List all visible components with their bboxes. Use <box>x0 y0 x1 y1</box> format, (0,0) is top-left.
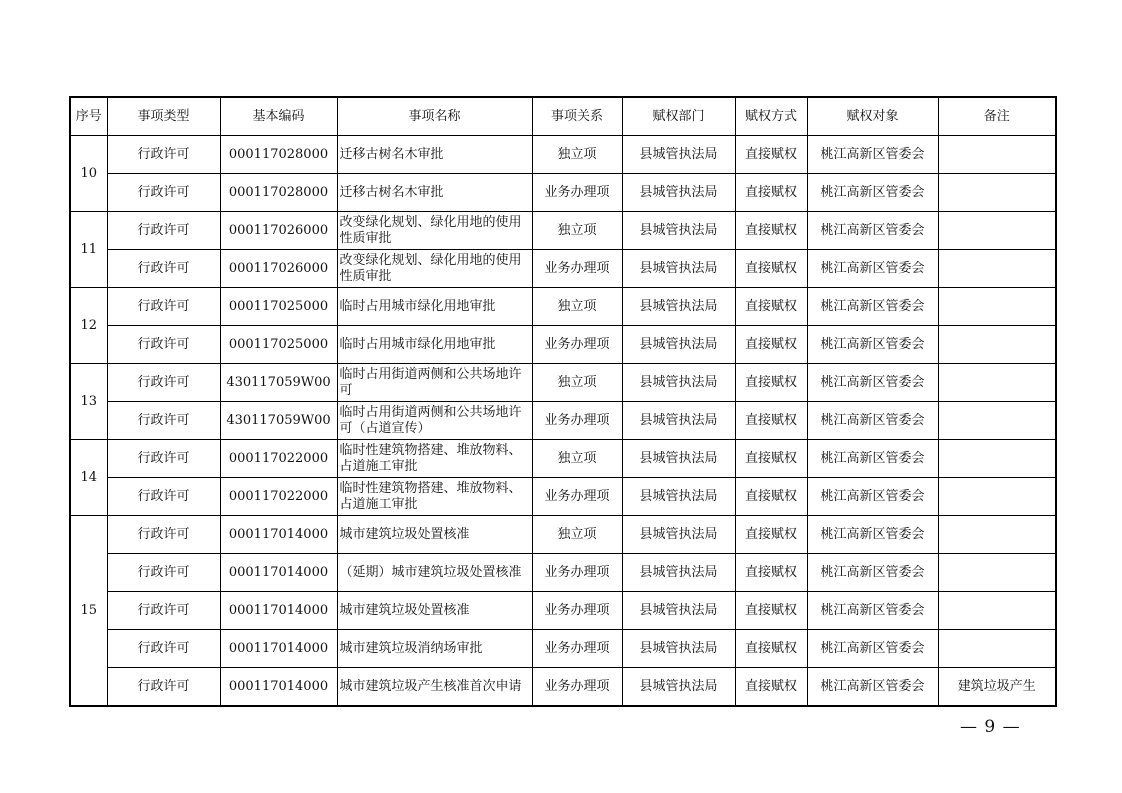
method-cell: 直接赋权 <box>735 364 807 402</box>
target-cell: 桃江高新区管委会 <box>807 364 938 402</box>
dept-cell: 县城管执法局 <box>622 592 735 630</box>
method-cell: 直接赋权 <box>735 554 807 592</box>
dept-cell: 县城管执法局 <box>622 516 735 554</box>
note-cell <box>938 326 1056 364</box>
authorization-table <box>69 96 1057 707</box>
method-cell: 直接赋权 <box>735 212 807 250</box>
code-cell: 000117026000 <box>220 212 337 250</box>
note-cell <box>938 212 1056 250</box>
relation-cell: 独立项 <box>532 516 622 554</box>
target-cell: 桃江高新区管委会 <box>807 630 938 668</box>
header-name: 事项名称 <box>337 97 532 136</box>
dept-cell: 县城管执法局 <box>622 288 735 326</box>
table-row <box>70 592 1056 630</box>
seq-cell: 10 <box>70 136 107 212</box>
note-cell <box>938 174 1056 212</box>
relation-cell: 业务办理项 <box>532 554 622 592</box>
page-number: — 9 — <box>960 717 1021 737</box>
code-cell: 430117059W00 <box>220 364 337 402</box>
code-cell: 430117059W00 <box>220 402 337 440</box>
relation-cell: 独立项 <box>532 440 622 478</box>
note-cell <box>938 516 1056 554</box>
relation-cell: 业务办理项 <box>532 478 622 516</box>
name-cell: 城市建筑垃圾处置核准 <box>337 516 532 554</box>
seq-cell: 12 <box>70 288 107 364</box>
target-cell: 桃江高新区管委会 <box>807 250 938 288</box>
table-header-row <box>70 97 1056 136</box>
dept-cell: 县城管执法局 <box>622 364 735 402</box>
code-cell: 000117022000 <box>220 440 337 478</box>
dept-cell: 县城管执法局 <box>622 250 735 288</box>
method-cell: 直接赋权 <box>735 288 807 326</box>
method-cell: 直接赋权 <box>735 136 807 174</box>
seq-cell: 11 <box>70 212 107 288</box>
relation-cell: 独立项 <box>532 364 622 402</box>
table-row <box>70 174 1056 212</box>
relation-cell: 业务办理项 <box>532 174 622 212</box>
method-cell: 直接赋权 <box>735 402 807 440</box>
table-row <box>70 136 1056 174</box>
code-cell: 000117014000 <box>220 516 337 554</box>
code-cell: 000117014000 <box>220 592 337 630</box>
name-cell: 临时占用街道两侧和公共场地许可（占道宣传） <box>337 402 532 440</box>
seq-cell: 15 <box>70 516 107 707</box>
table-row <box>70 364 1056 402</box>
header-dept: 赋权部门 <box>622 97 735 136</box>
relation-cell: 业务办理项 <box>532 250 622 288</box>
note-cell <box>938 136 1056 174</box>
table-row <box>70 288 1056 326</box>
relation-cell: 业务办理项 <box>532 668 622 707</box>
target-cell: 桃江高新区管委会 <box>807 478 938 516</box>
note-cell <box>938 288 1056 326</box>
table-row <box>70 668 1056 707</box>
relation-cell: 独立项 <box>532 136 622 174</box>
code-cell: 000117025000 <box>220 326 337 364</box>
name-cell: 临时性建筑物搭建、堆放物料、占道施工审批 <box>337 478 532 516</box>
name-cell: 城市建筑垃圾产生核准首次申请 <box>337 668 532 707</box>
note-cell <box>938 364 1056 402</box>
method-cell: 直接赋权 <box>735 250 807 288</box>
note-cell <box>938 554 1056 592</box>
table-row <box>70 516 1056 554</box>
table-row <box>70 554 1056 592</box>
code-cell: 000117028000 <box>220 174 337 212</box>
note-cell <box>938 440 1056 478</box>
dept-cell: 县城管执法局 <box>622 212 735 250</box>
code-cell: 000117026000 <box>220 250 337 288</box>
code-cell: 000117028000 <box>220 136 337 174</box>
table-row <box>70 250 1056 288</box>
type-cell: 行政许可 <box>107 630 220 668</box>
type-cell: 行政许可 <box>107 174 220 212</box>
name-cell: 迁移古树名木审批 <box>337 136 532 174</box>
target-cell: 桃江高新区管委会 <box>807 668 938 707</box>
type-cell: 行政许可 <box>107 250 220 288</box>
type-cell: 行政许可 <box>107 592 220 630</box>
type-cell: 行政许可 <box>107 288 220 326</box>
method-cell: 直接赋权 <box>735 174 807 212</box>
name-cell: 迁移古树名木审批 <box>337 174 532 212</box>
target-cell: 桃江高新区管委会 <box>807 174 938 212</box>
target-cell: 桃江高新区管委会 <box>807 326 938 364</box>
note-cell <box>938 250 1056 288</box>
target-cell: 桃江高新区管委会 <box>807 212 938 250</box>
relation-cell: 业务办理项 <box>532 326 622 364</box>
note-cell: 建筑垃圾产生 <box>938 668 1056 707</box>
table-row <box>70 212 1056 250</box>
relation-cell: 独立项 <box>532 288 622 326</box>
method-cell: 直接赋权 <box>735 516 807 554</box>
note-cell <box>938 478 1056 516</box>
header-type: 事项类型 <box>107 97 220 136</box>
name-cell: （延期）城市建筑垃圾处置核准 <box>337 554 532 592</box>
name-cell: 城市建筑垃圾处置核准 <box>337 592 532 630</box>
type-cell: 行政许可 <box>107 668 220 707</box>
seq-cell: 13 <box>70 364 107 440</box>
dept-cell: 县城管执法局 <box>622 440 735 478</box>
name-cell: 改变绿化规划、绿化用地的使用性质审批 <box>337 212 532 250</box>
method-cell: 直接赋权 <box>735 478 807 516</box>
type-cell: 行政许可 <box>107 364 220 402</box>
dept-cell: 县城管执法局 <box>622 402 735 440</box>
name-cell: 临时占用街道两侧和公共场地许可 <box>337 364 532 402</box>
table-row <box>70 478 1056 516</box>
dept-cell: 县城管执法局 <box>622 668 735 707</box>
code-cell: 000117014000 <box>220 668 337 707</box>
name-cell: 临时性建筑物搭建、堆放物料、占道施工审批 <box>337 440 532 478</box>
method-cell: 直接赋权 <box>735 440 807 478</box>
note-cell <box>938 592 1056 630</box>
table-row <box>70 440 1056 478</box>
seq-cell: 14 <box>70 440 107 516</box>
table-row <box>70 326 1056 364</box>
table-row <box>70 402 1056 440</box>
relation-cell: 业务办理项 <box>532 630 622 668</box>
target-cell: 桃江高新区管委会 <box>807 136 938 174</box>
method-cell: 直接赋权 <box>735 592 807 630</box>
dept-cell: 县城管执法局 <box>622 554 735 592</box>
relation-cell: 业务办理项 <box>532 402 622 440</box>
name-cell: 城市建筑垃圾消纳场审批 <box>337 630 532 668</box>
header-target: 赋权对象 <box>807 97 938 136</box>
dept-cell: 县城管执法局 <box>622 174 735 212</box>
target-cell: 桃江高新区管委会 <box>807 516 938 554</box>
type-cell: 行政许可 <box>107 136 220 174</box>
name-cell: 临时占用城市绿化用地审批 <box>337 288 532 326</box>
header-relation: 事项关系 <box>532 97 622 136</box>
dept-cell: 县城管执法局 <box>622 630 735 668</box>
type-cell: 行政许可 <box>107 440 220 478</box>
method-cell: 直接赋权 <box>735 668 807 707</box>
type-cell: 行政许可 <box>107 554 220 592</box>
header-method: 赋权方式 <box>735 97 807 136</box>
header-note: 备注 <box>938 97 1056 136</box>
note-cell <box>938 402 1056 440</box>
target-cell: 桃江高新区管委会 <box>807 554 938 592</box>
type-cell: 行政许可 <box>107 326 220 364</box>
target-cell: 桃江高新区管委会 <box>807 288 938 326</box>
code-cell: 000117025000 <box>220 288 337 326</box>
method-cell: 直接赋权 <box>735 326 807 364</box>
dept-cell: 县城管执法局 <box>622 326 735 364</box>
table-row <box>70 630 1056 668</box>
code-cell: 000117014000 <box>220 630 337 668</box>
dept-cell: 县城管执法局 <box>622 478 735 516</box>
name-cell: 改变绿化规划、绿化用地的使用性质审批 <box>337 250 532 288</box>
name-cell: 临时占用城市绿化用地审批 <box>337 326 532 364</box>
relation-cell: 业务办理项 <box>532 592 622 630</box>
type-cell: 行政许可 <box>107 516 220 554</box>
target-cell: 桃江高新区管委会 <box>807 592 938 630</box>
code-cell: 000117022000 <box>220 478 337 516</box>
method-cell: 直接赋权 <box>735 630 807 668</box>
type-cell: 行政许可 <box>107 402 220 440</box>
header-code: 基本编码 <box>220 97 337 136</box>
relation-cell: 独立项 <box>532 212 622 250</box>
target-cell: 桃江高新区管委会 <box>807 402 938 440</box>
type-cell: 行政许可 <box>107 478 220 516</box>
note-cell <box>938 630 1056 668</box>
dept-cell: 县城管执法局 <box>622 136 735 174</box>
type-cell: 行政许可 <box>107 212 220 250</box>
target-cell: 桃江高新区管委会 <box>807 440 938 478</box>
header-seq: 序号 <box>70 97 107 136</box>
code-cell: 000117014000 <box>220 554 337 592</box>
